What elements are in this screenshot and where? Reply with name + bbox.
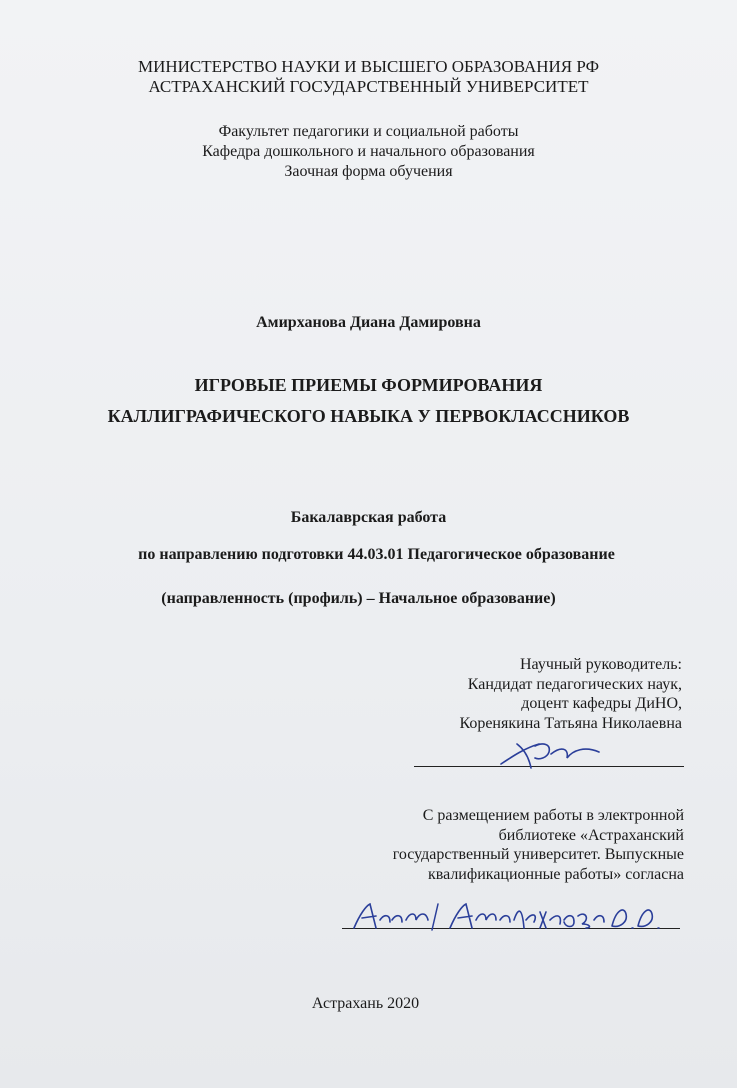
profile-line: (направленность (профиль) – Начальное образование) bbox=[161, 590, 556, 607]
supervisor-label: Научный руководитель: bbox=[519, 656, 682, 673]
work-title-line2: КАЛЛИГРАФИЧЕСКОГО НАВЫКА У ПЕРВОКЛАССНИКОВ bbox=[107, 406, 630, 426]
supervisor-block bbox=[282, 655, 682, 733]
work-type: Бакалаврская работа bbox=[290, 509, 447, 526]
consent-line2: библиотеке «Астраханский bbox=[498, 826, 684, 844]
direction-line: по направлению подготовки 44.03.01 Педагогическое образование bbox=[138, 546, 615, 563]
author-name: Амирханова Диана Дамировна bbox=[256, 314, 481, 331]
faculty-line: Факультет педагогики и социальной работы bbox=[218, 123, 519, 140]
consent-signature bbox=[350, 898, 670, 934]
work-title-line1: ИГРОВЫЕ ПРИЕМЫ ФОРМИРОВАНИЯ bbox=[194, 375, 543, 395]
supervisor-name: Коренякина Татьяна Николаевна bbox=[459, 714, 682, 732]
consent-line3: государственный университет. Выпускные bbox=[392, 846, 684, 863]
consent-block bbox=[264, 806, 684, 884]
university-line: АСТРАХАНСКИЙ ГОСУДАРСТВЕННЫЙ УНИВЕРСИТЕТ bbox=[148, 77, 589, 96]
ministry-line: МИНИСТЕРСТВО НАУКИ И ВЫСШЕГО ОБРАЗОВАНИЯ РФ bbox=[137, 57, 599, 76]
supervisor-position: доцент кафедры ДиНО, bbox=[521, 695, 682, 712]
consent-line4: квалификационные работы» согласна bbox=[427, 865, 684, 883]
supervisor-signature bbox=[495, 738, 605, 772]
study-form-line: Заочная форма обучения bbox=[284, 163, 453, 180]
chair-line: Кафедра дошкольного и начального образования bbox=[202, 143, 535, 160]
city-year: Астрахань 2020 bbox=[311, 995, 420, 1012]
supervisor-degree: Кандидат педагогических наук, bbox=[467, 675, 682, 693]
consent-line1: С размещением работы в электронной bbox=[422, 807, 684, 824]
